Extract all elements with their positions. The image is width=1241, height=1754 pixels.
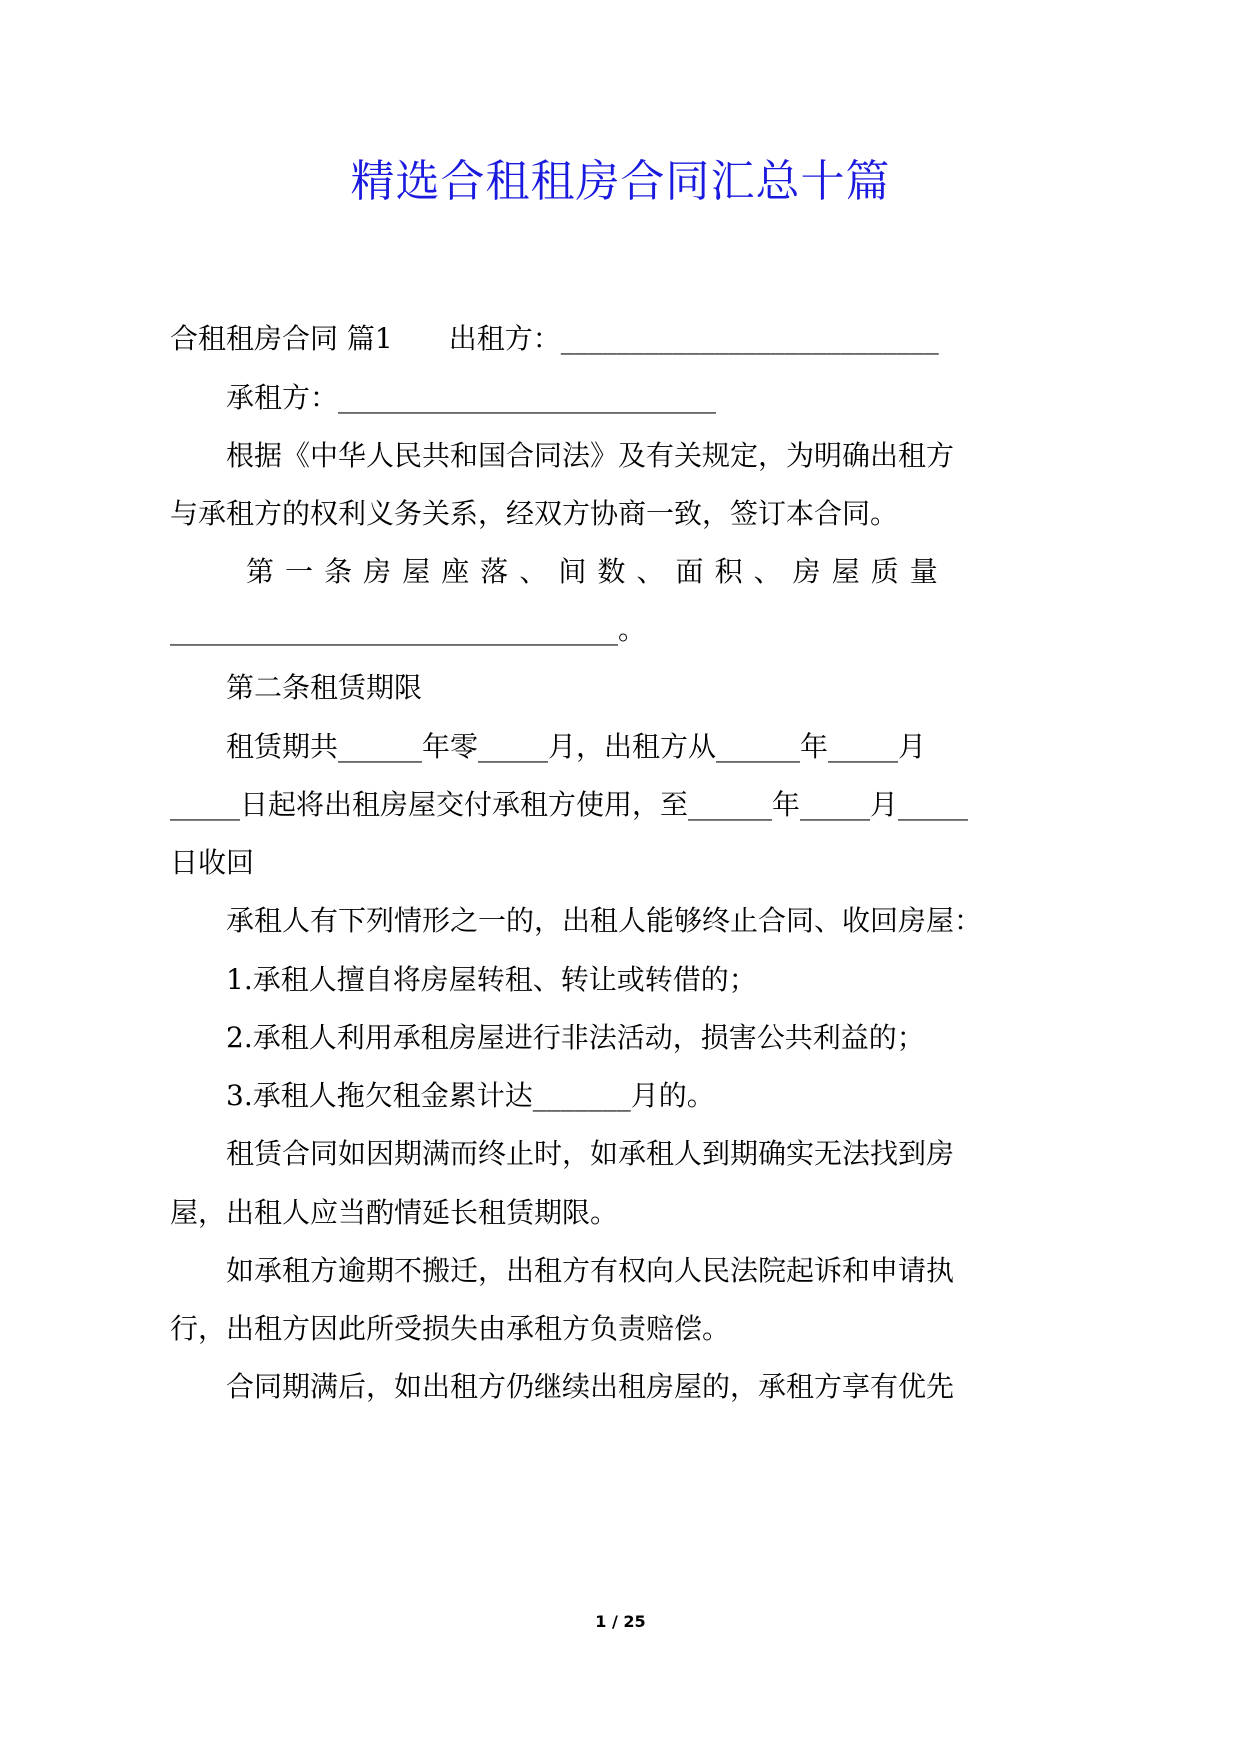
article-char: 一	[285, 555, 314, 588]
article-char: 积	[714, 555, 743, 588]
article-char: 条	[324, 555, 353, 588]
article-char: 屋	[831, 555, 860, 588]
article-char: 、	[636, 555, 665, 588]
article-char: 面	[675, 555, 704, 588]
article-char: 、	[519, 555, 548, 588]
paragraph-line: 承租人有下列情形之一的，出租人能够终止合同、收回房屋：	[226, 904, 983, 937]
article-char: 房	[363, 555, 392, 588]
article-char: 、	[753, 555, 782, 588]
article-char: 间	[558, 555, 587, 588]
lessee-line: 承租方：___________________________	[226, 381, 717, 414]
list-item: 2.承租人利用承租房屋进行非法活动，损害公共利益的；	[226, 1021, 925, 1054]
paragraph-line: 租赁期共______年零_____月，出租方从______年_____月	[226, 730, 927, 763]
list-item: 1.承租人擅自将房屋转租、转让或转借的；	[226, 963, 757, 996]
article-char: 数	[597, 555, 626, 588]
paragraph-line: 合同期满后，如出租方仍继续出租房屋的，承租方享有优先	[226, 1370, 955, 1403]
article-1-line	[246, 552, 938, 592]
paragraph-line: 根据《中华人民共和国合同法》及有关规定，为明确出租方	[226, 439, 955, 472]
paragraph-line: 日收回	[170, 846, 255, 879]
article-char: 屋	[402, 555, 431, 588]
article-char: 质	[870, 555, 899, 588]
page-number: 1 / 25	[595, 1612, 646, 1631]
paragraph-line: 与承租方的权利义务关系，经双方协商一致，签订本合同。	[170, 497, 899, 530]
article-2-heading: 第二条租赁期限	[226, 671, 423, 704]
paragraph-line: 如承租方逾期不搬迁，出租方有权向人民法院起诉和申请执	[226, 1254, 955, 1287]
list-item: 3.承租人拖欠租金累计达_______月的。	[226, 1079, 715, 1112]
article-char: 座	[441, 555, 470, 588]
contract-header-line: 合租租房合同 篇1 出租方：___________________________	[170, 322, 939, 355]
article-char: 量	[909, 555, 938, 588]
blank-line: ________________________________。	[170, 613, 647, 646]
article-char: 落	[480, 555, 509, 588]
paragraph-line: 行，出租方因此所受损失由承租方负责赔偿。	[170, 1312, 731, 1345]
paragraph-line: _____日起将出租房屋交付承租方使用，至______年_____月_____	[170, 788, 969, 821]
article-char: 第	[246, 555, 275, 588]
paragraph-line: 租赁合同如因期满而终止时，如承租人到期确实无法找到房	[226, 1137, 955, 1170]
paragraph-line: 屋，出租人应当酌情延长租赁期限。	[170, 1196, 619, 1229]
article-char: 房	[792, 555, 821, 588]
document-title: 精选合租租房合同汇总十篇	[350, 156, 891, 207]
